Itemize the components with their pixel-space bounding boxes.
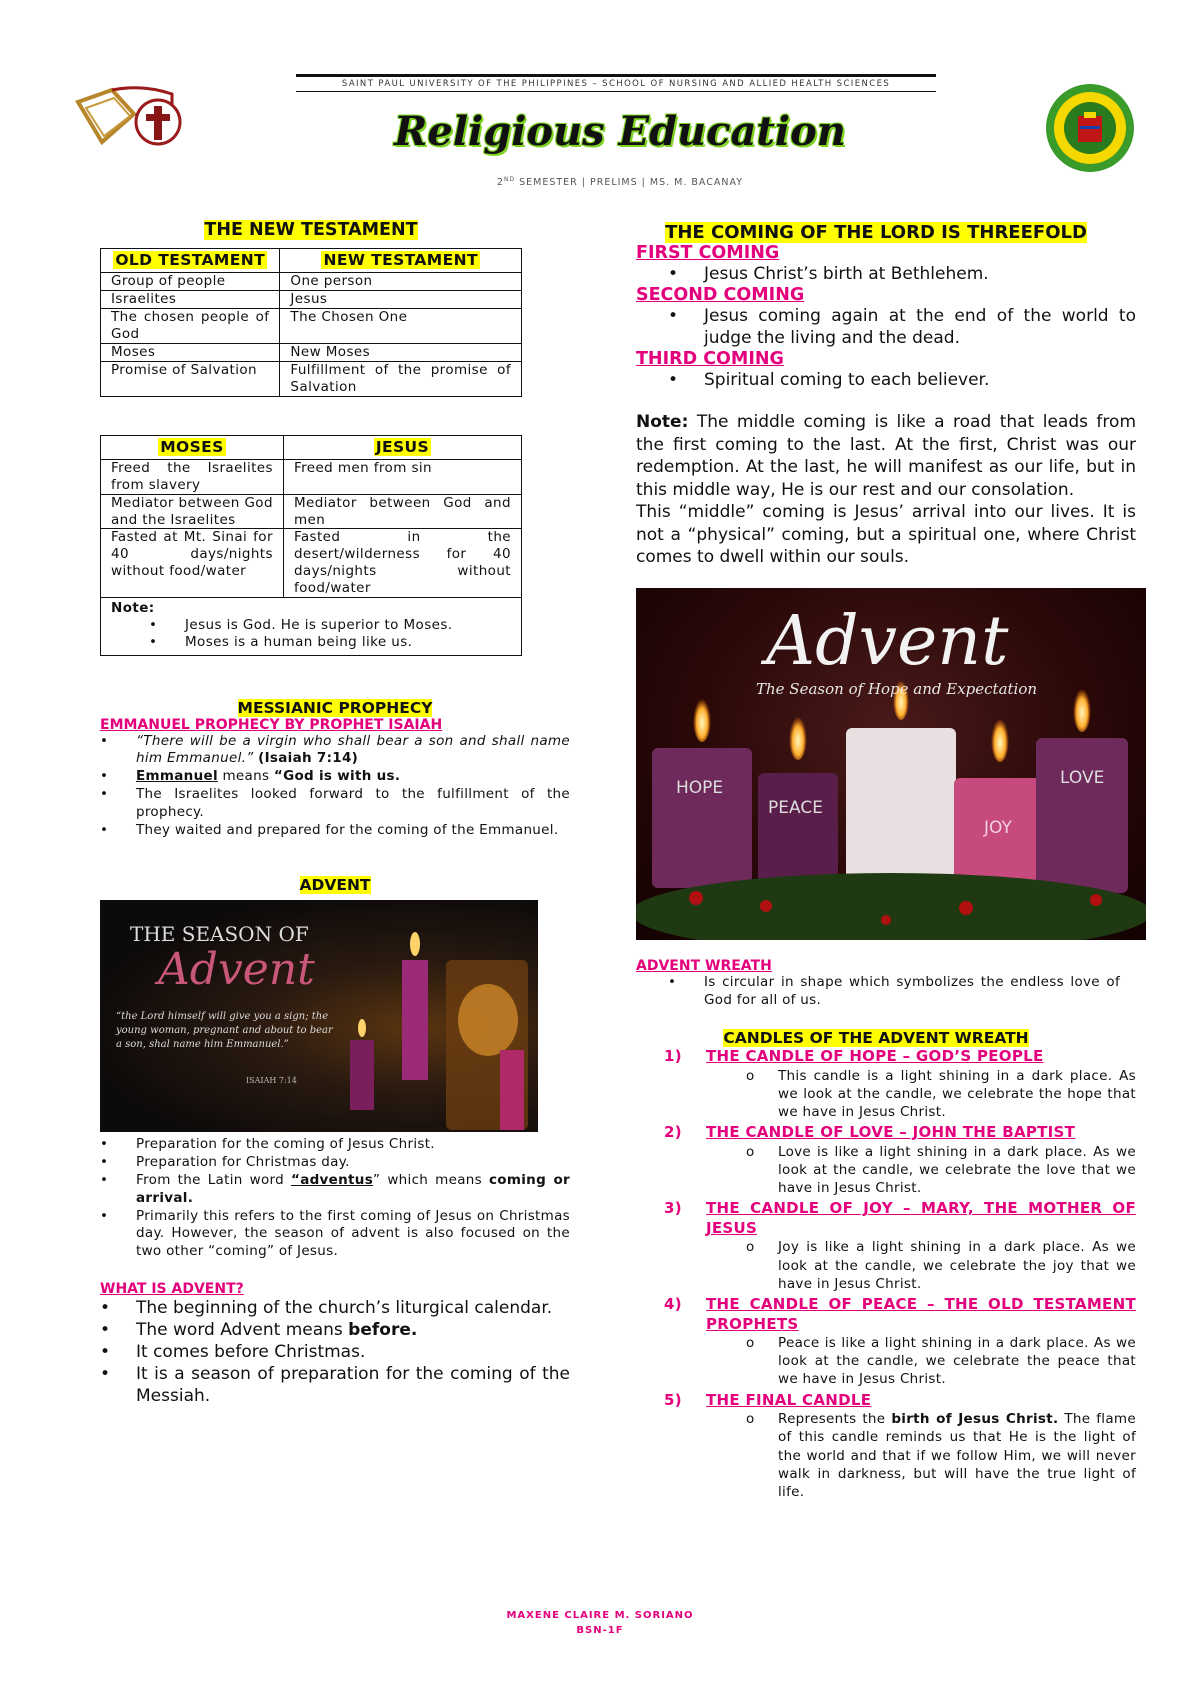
- list-item: • Preparation for Christmas day.: [100, 1154, 570, 1172]
- list-item: o Represents the birth of Jesus Christ. The flame of this candle reminds us that He is the light of the world and that if we follow Him, we will never walk in darkness, but will have the true light of life.: [706, 1410, 1136, 1501]
- candle-number: 5): [664, 1390, 682, 1409]
- candle-number: 3): [664, 1199, 682, 1218]
- candle-item: [636, 1047, 1136, 1121]
- table-row: [101, 273, 522, 291]
- author-name: MAXENE CLAIRE M. SORIANO: [506, 1610, 694, 1621]
- table-cell: Fasted at Mt. Sinai for 40 days/nights without food/water: [101, 529, 284, 598]
- candle-title: THE FINAL CANDLE: [706, 1390, 872, 1409]
- comings-list: [636, 243, 1136, 391]
- second-coming-title: SECOND COMING: [636, 285, 805, 306]
- table-cell: Group of people: [101, 273, 280, 291]
- list-item: • Preparation for the coming of Jesus Christ.: [100, 1136, 570, 1154]
- candle-label-peace: PEACE: [768, 798, 823, 819]
- table-cell: Freed men from sin: [283, 459, 521, 494]
- advent-image-subtitle: The Season of Hope and Expectation: [756, 680, 1038, 699]
- moses-jesus-table: [100, 435, 522, 656]
- list-item: o Joy is like a light shining in a dark place. As we look at the candle, we celebrate the joy that we have in Jesus Christ.: [706, 1238, 1136, 1293]
- list-item: • Moses is a human being like us.: [149, 634, 511, 651]
- document-title: Religious Education: [394, 108, 846, 155]
- advent-title: ADVENT: [299, 876, 371, 895]
- candles-of-wreath-title: CANDLES OF THE ADVENT WREATH: [723, 1029, 1029, 1048]
- list-item: • Emmanuel means “God is with us.: [100, 768, 570, 786]
- table-row: [101, 529, 522, 598]
- list-item: • From the Latin word “adventus” which means coming or arrival.: [100, 1172, 570, 1208]
- candle-title: THE CANDLE OF LOVE – JOHN THE BAPTIST: [706, 1123, 1076, 1142]
- advent-wreath-title: ADVENT WREATH: [636, 958, 772, 975]
- table-cell: Promise of Salvation: [101, 361, 280, 396]
- table-cell: Fulfillment of the promise of Salvation: [280, 361, 522, 396]
- list-item: • It comes before Christmas.: [100, 1341, 570, 1363]
- candle-item: [636, 1295, 1136, 1389]
- list-item: • Jesus is God. He is superior to Moses.: [149, 617, 511, 634]
- advent-candles-image: [636, 588, 1146, 940]
- list-item: • Jesus coming again at the end of the world to judge the living and the dead.: [668, 305, 1136, 349]
- table-row: [101, 309, 522, 344]
- table-header: NEW TESTAMENT: [280, 249, 522, 273]
- middle-coming-note: Note: The middle coming is like a road that leads from the first coming to the last. At the first, Christ was our redemption. At the last, he will manifest as our life, but in this middle way, He is our rest and our consolation.: [636, 412, 1136, 500]
- candles-icon: [100, 900, 538, 1132]
- table-cell: The Chosen One: [280, 309, 522, 344]
- candle-item: [636, 1199, 1136, 1293]
- candle-label-joy: JOY: [984, 818, 1012, 839]
- semester-line: 2ND SEMESTER | PRELIMS | MS. M. BACANAY: [496, 176, 744, 189]
- university-header: SAINT PAUL UNIVERSITY OF THE PHILIPPINES – SCHOOL OF NURSING AND ALLIED HEALTH SCIENCES: [296, 74, 936, 92]
- table-cell: Fasted in the desert/wilderness for 40 days/nights without food/water: [283, 529, 521, 598]
- table-cell: New Moses: [280, 343, 522, 361]
- third-coming-title: THIRD COMING: [636, 349, 784, 370]
- table-header: JESUS: [283, 435, 521, 459]
- list-item: • It is a season of preparation for the coming of the Messiah.: [100, 1363, 570, 1407]
- list-item: • Primarily this refers to the first coming of Jesus on Christmas day. However, the season of advent is also focused on the two other “coming” of Jesus.: [100, 1208, 570, 1261]
- messianic-prophecy-title: MESSIANIC PROPHECY: [237, 698, 433, 717]
- table-cell: Moses: [101, 343, 280, 361]
- table-row: [101, 459, 522, 494]
- list-item: • Is circular in shape which symbolizes the endless love of God for all of us.: [668, 974, 1120, 1010]
- list-item: • They waited and prepared for the coming of the Emmanuel.: [100, 822, 570, 840]
- table-row: [101, 361, 522, 396]
- first-coming-title: FIRST COMING: [636, 243, 780, 263]
- table-row: [101, 343, 522, 361]
- table-cell: Israelites: [101, 291, 280, 309]
- list-item: o Peace is like a light shining in a dark place. As we look at the candle, we celebrate the peace that we have in Jesus Christ.: [706, 1334, 1136, 1389]
- middle-coming-note-2: This “middle” coming is Jesus’ arrival into our lives. It is not a “physical” coming, but a spiritual one, where Christ comes to dwell within our souls.: [636, 502, 1136, 567]
- university-seal-icon: [1044, 82, 1136, 174]
- table-header: OLD TESTAMENT: [101, 249, 280, 273]
- table-cell: Mediator between God and men: [283, 494, 521, 529]
- list-item: o Love is like a light shining in a dark place. As we look at the candle, we celebrate the love that we have in Jesus Christ.: [706, 1143, 1136, 1198]
- list-item: • The beginning of the church’s liturgical calendar.: [100, 1297, 570, 1319]
- candle-number: 2): [664, 1123, 682, 1142]
- candle-title: THE CANDLE OF PEACE – THE OLD TESTAMENT PROPHETS: [706, 1295, 1136, 1333]
- list-item: • The Israelites looked forward to the fulfillment of the prophecy.: [100, 786, 570, 822]
- table-row: [101, 494, 522, 529]
- table-cell: Freed the Israelites from slavery: [101, 459, 284, 494]
- author-section: BSN-1F: [576, 1625, 624, 1636]
- advent-image-title: Advent: [766, 602, 1009, 682]
- what-is-advent-title: WHAT IS ADVENT?: [100, 1281, 244, 1298]
- candle-number: 4): [664, 1295, 682, 1314]
- table-cell: The chosen people of God: [101, 309, 280, 344]
- table-note: Note: • Jesus is God. He is superior to Moses. • Moses is a human being like us.: [101, 597, 522, 655]
- book-cross-logo: [72, 84, 188, 154]
- candle-title: THE CANDLE OF JOY – MARY, THE MOTHER OF JESUS: [706, 1199, 1136, 1237]
- candle-item: [636, 1391, 1136, 1502]
- left-column: [100, 220, 570, 1408]
- table-cell: One person: [280, 273, 522, 291]
- new-testament-title: THE NEW TESTAMENT: [204, 220, 418, 240]
- list-item: o This candle is a light shining in a dark place. As we look at the candle, we celebrate the hope that we have in Jesus Christ.: [706, 1067, 1136, 1122]
- table-cell: Jesus: [280, 291, 522, 309]
- list-item: • Jesus Christ’s birth at Bethlehem.: [668, 263, 1136, 285]
- old-new-testament-table: [100, 248, 522, 397]
- list-item: • “There will be a virgin who shall bear a son and shall name him Emmanuel.” (Isaiah 7:14): [100, 733, 570, 769]
- candle-label-love: LOVE: [1060, 768, 1105, 789]
- season-of-advent-image: THE SEASON OF Advent “the Lord himself will give you a sign; the young woman, pregnant and about to bear a son, shal name him Emmanuel.” ISAIAH 7:14: [100, 900, 538, 1132]
- candle-label-hope: HOPE: [676, 778, 724, 799]
- table-cell: Mediator between God and the Israelites: [101, 494, 284, 529]
- table-row: [101, 291, 522, 309]
- right-column: [636, 222, 1136, 1503]
- emmanuel-prophecy-subtitle: EMMANUEL PROPHECY BY PROPHET ISAIAH: [100, 716, 443, 733]
- threefold-title: THE COMING OF THE LORD IS THREEFOLD: [665, 222, 1087, 243]
- candle-number: 1): [664, 1047, 682, 1066]
- list-item: • The word Advent means before.: [100, 1319, 570, 1341]
- table-header: MOSES: [101, 435, 284, 459]
- candles-list: [636, 1047, 1136, 1501]
- list-item: • Spiritual coming to each believer.: [668, 369, 1136, 391]
- candle-item: [636, 1123, 1136, 1197]
- candle-title: THE CANDLE OF HOPE – GOD’S PEOPLE: [706, 1047, 1044, 1066]
